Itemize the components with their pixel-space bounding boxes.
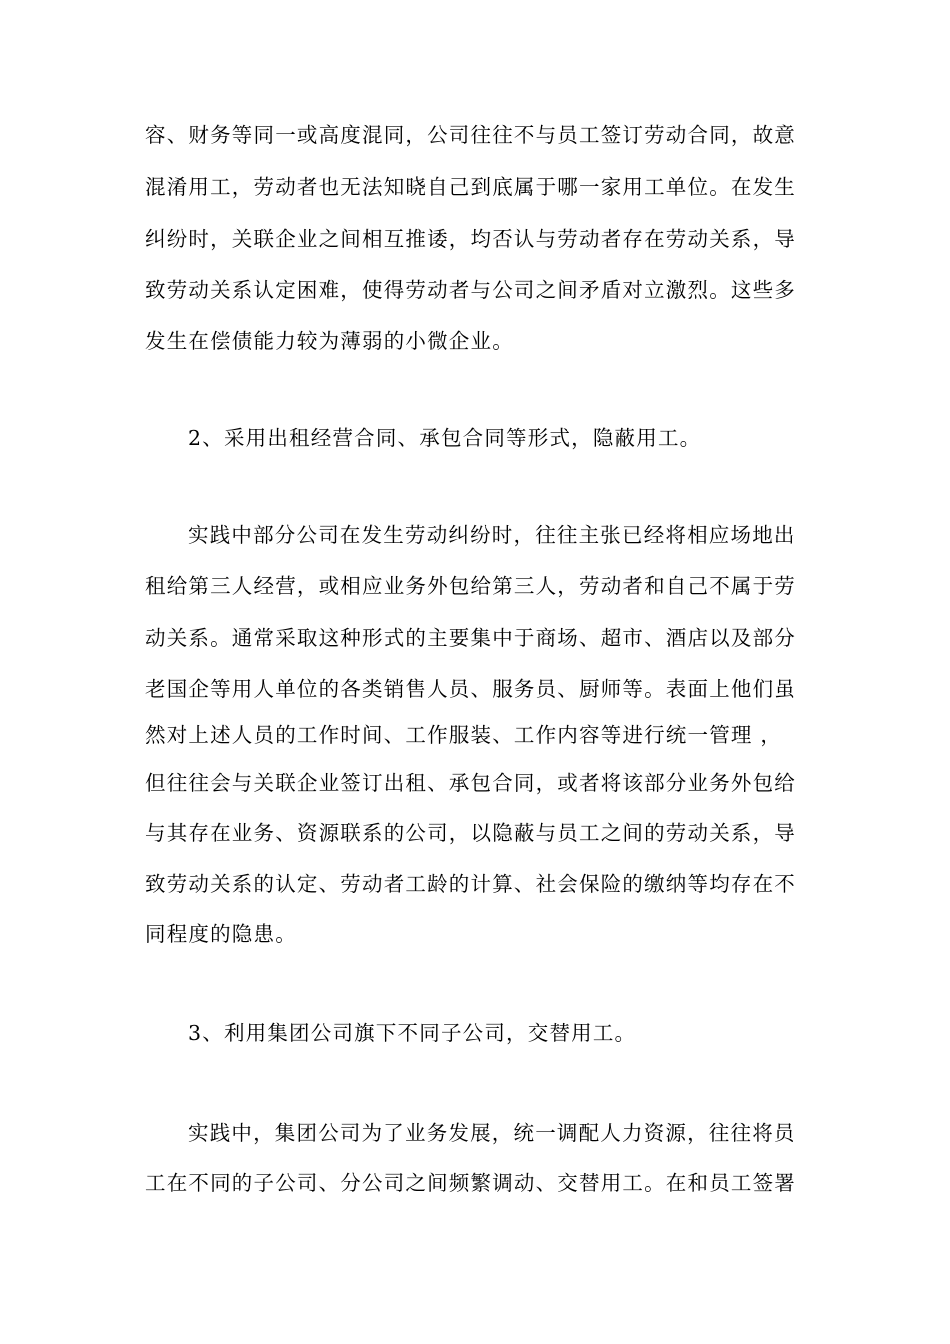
paragraph-2-line-6: 但往往会与关联企业签订出租、承包合同，或者将该部分业务外包给 (145, 771, 796, 795)
paragraph-2-line-7: 与其存在业务、资源联系的公司，以隐蔽与员工之间的劳动关系，导 (145, 821, 796, 845)
paragraph-3-line-2: 工在不同的子公司、分公司之间频繁调动、交替用工。在和员工签署 (145, 1171, 796, 1195)
paragraph-2-line-5: 然对上述人员的工作时间、工作服装、工作内容等进行统一管理 ， (145, 723, 783, 747)
paragraph-1-line-4: 致劳动关系认定困难，使得劳动者与公司之间矛盾对立激烈。这些多 (145, 278, 796, 302)
paragraph-2-line-2: 租给第三人经营，或相应业务外包给第三人，劳动者和自己不属于劳 (145, 574, 796, 598)
paragraph-1-line-5: 发生在偿债能力较为薄弱的小微企业。 (145, 329, 514, 353)
paragraph-1-line-2: 混淆用工，劳动者也无法知晓自己到底属于哪一家用工单位。在发生 (145, 175, 796, 199)
paragraph-1-line-1: 容、财务等同一或高度混同，公司往往不与员工签订劳动合同，故意 (145, 123, 796, 147)
paragraph-2-line-4: 老国企等用人单位的各类销售人员、服务员、厨师等。表面上他们虽 (145, 677, 796, 701)
paragraph-2-line-1: 实践中部分公司在发生劳动纠纷时，往往主张已经将相应场地出 (188, 523, 796, 547)
paragraph-2-line-3: 动关系。通常采取这种形式的主要集中于商场、超市、酒店以及部分 (145, 626, 796, 650)
paragraph-2-line-8: 致劳动关系的认定、劳动者工龄的计算、社会保险的缴纳等均存在不 (145, 872, 796, 896)
paragraph-3-line-1: 实践中，集团公司为了业务发展，统一调配人力资源，往往将员 (188, 1121, 796, 1145)
paragraph-1-line-3: 纠纷时，关联企业之间相互推诿，均否认与劳动者存在劳动关系，导 (145, 227, 796, 251)
section-heading-2: 2、采用出租经营合同、承包合同等形式，隐蔽用工。 (188, 426, 702, 450)
paragraph-2-line-9: 同程度的隐患。 (145, 922, 297, 946)
section-heading-3: 3、利用集团公司旗下不同子公司，交替用工。 (188, 1021, 637, 1045)
